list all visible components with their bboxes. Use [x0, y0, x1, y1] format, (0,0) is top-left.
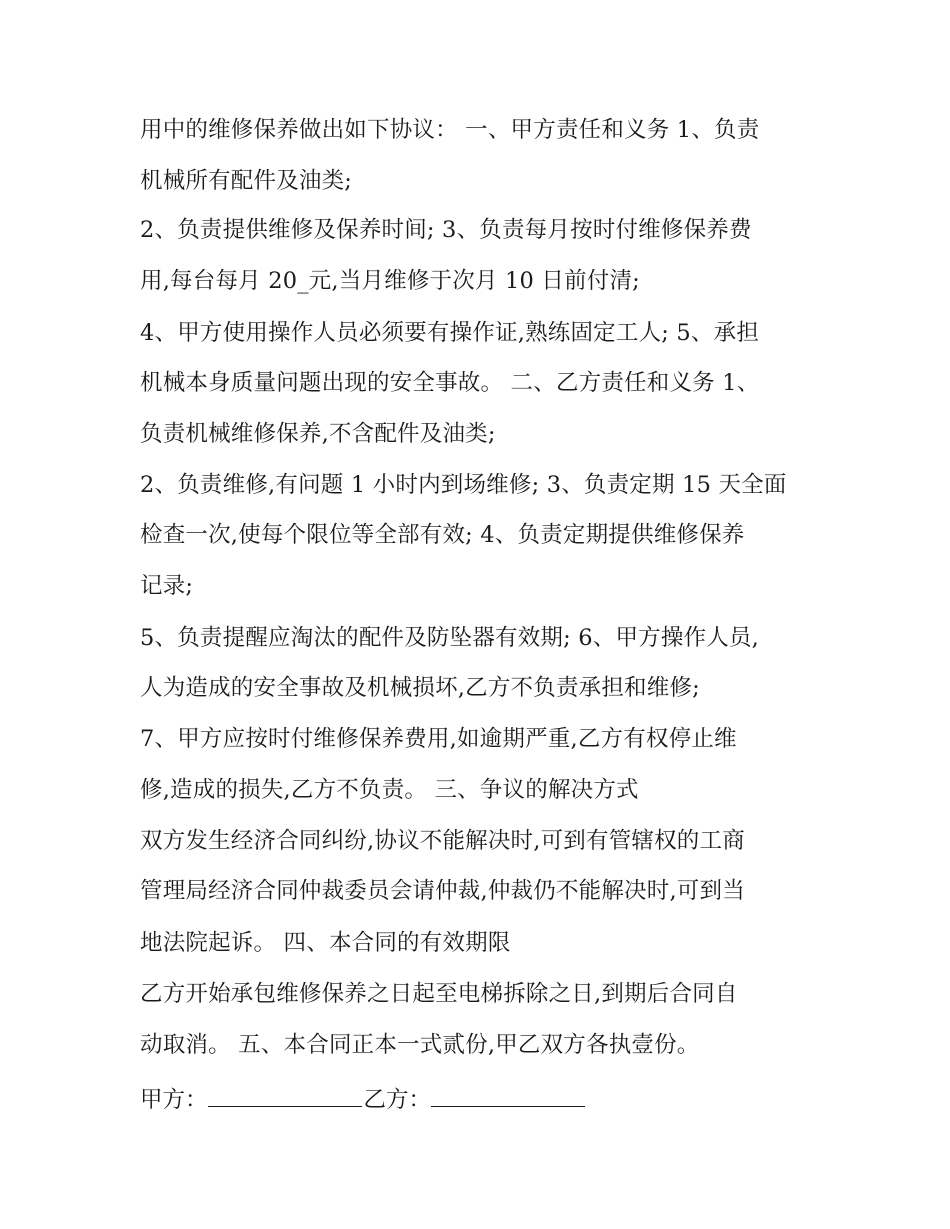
text-line-5: 4、甲方使用操作人员必须要有操作证,熟练固定工人; 5、承担: [140, 320, 760, 346]
text-line-3: 2、负责提供维修及保养时间; 3、负责每月按时付维修保养费: [140, 217, 752, 243]
party-b-label: 乙方：: [363, 1087, 432, 1113]
text-line-19: 动取消。 五、本合同正本一式贰份,甲乙双方各执壹份。: [140, 1032, 700, 1058]
text-line-16: 管理局经济合同仲裁委员会请仲裁,仲裁仍不能解决时,可到当: [140, 878, 745, 904]
party-a-signature-blank: [208, 1084, 362, 1107]
text-line-2: 机械所有配件及油类;: [140, 168, 353, 194]
text-line-8: 2、负责维修,有问题 1 小时内到场维修; 3、负责定期 15 天全面: [140, 472, 787, 498]
signature-row: [140, 1084, 587, 1115]
text-line-6: 机械本身质量问题出现的安全事故。 二、乙方责任和义务 1、: [140, 370, 760, 396]
party-a-label: 甲方：: [140, 1087, 208, 1113]
text-line-11: 5、负责提醒应淘汰的配件及防坠器有效期; 6、甲方操作人员,: [140, 625, 760, 651]
text-line-7: 负责机械维修保养,不含配件及油类;: [140, 421, 496, 447]
party-b-signature-blank: [431, 1084, 585, 1107]
text-line-18: 乙方开始承包维修保养之日起至电梯拆除之日,到期后合同自: [140, 981, 738, 1007]
text-line-14: 修,造成的损失,乙方不负责。 三、争议的解决方式: [140, 777, 639, 803]
text-line-10: 记录;: [140, 573, 194, 599]
text-line-4: 用,每台每月 20_元,当月维修于次月 10 日前付清;: [140, 268, 640, 294]
text-line-17: 地法院起诉。 四、本合同的有效期限: [140, 930, 511, 956]
text-line-13: 7、甲方应按时付维修保养费用,如逾期严重,乙方有权停止维: [140, 726, 737, 752]
text-line-9: 检查一次,使每个限位等全部有效; 4、负责定期提供维修保养: [140, 522, 745, 548]
text-line-1: 用中的维修保养做出如下协议： 一、甲方责任和义务 1、负责: [140, 117, 760, 143]
text-line-15: 双方发生经济合同纠纷,协议不能解决时,可到有管辖权的工商: [140, 828, 745, 854]
text-line-12: 人为造成的安全事故及机械损坏,乙方不负责承担和维修;: [140, 675, 700, 701]
